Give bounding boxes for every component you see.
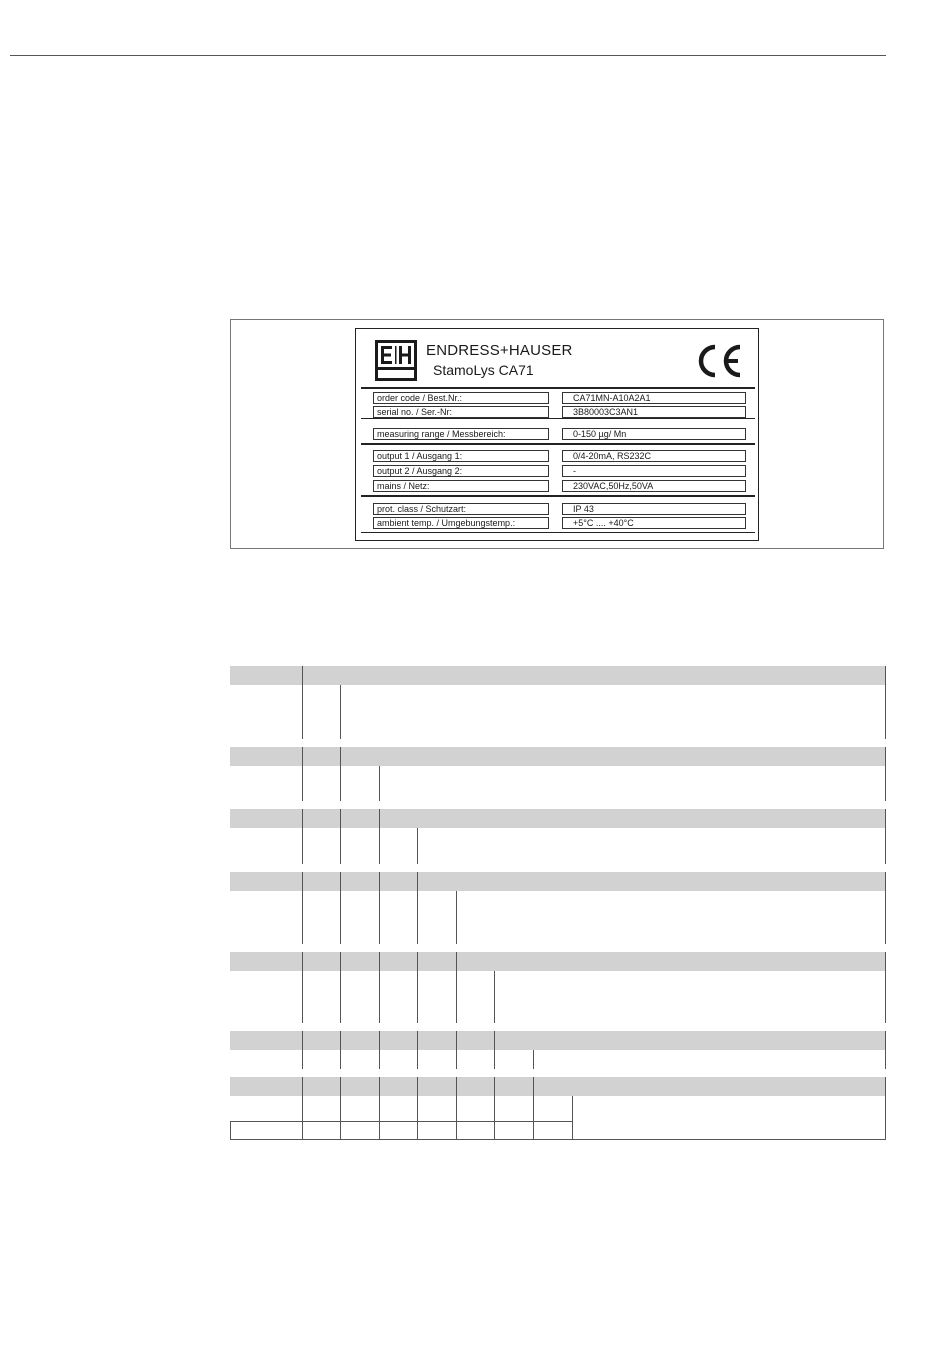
table-rule bbox=[340, 747, 341, 801]
table-rule bbox=[417, 872, 418, 944]
table-rule bbox=[340, 1077, 341, 1140]
prot-class-label: prot. class / Schutzart: bbox=[373, 503, 549, 515]
table-rule bbox=[417, 828, 418, 864]
prot-class-value: IP 43 bbox=[562, 503, 746, 515]
table-rule bbox=[230, 1121, 231, 1140]
table-rule bbox=[230, 1121, 572, 1122]
table-rule bbox=[494, 1031, 495, 1069]
table-rule bbox=[302, 952, 303, 1023]
serial-no-value: 3B80003C3AN1 bbox=[562, 406, 746, 418]
table-rule bbox=[379, 872, 380, 944]
mains-value: 230VAC,50Hz,50VA bbox=[562, 480, 746, 492]
nameplate-separator bbox=[361, 418, 755, 419]
table-band bbox=[230, 952, 886, 971]
table-rule bbox=[494, 971, 495, 1023]
nameplate-separator bbox=[361, 387, 755, 389]
table-rule bbox=[340, 685, 341, 739]
table-rule bbox=[885, 872, 886, 944]
table-rule bbox=[340, 952, 341, 1023]
nameplate-separator bbox=[361, 532, 755, 533]
nameplate-brand: ENDRESS+HAUSER bbox=[426, 342, 573, 359]
serial-no-label: serial no. / Ser.-Nr: bbox=[373, 406, 549, 418]
table-rule bbox=[885, 1031, 886, 1069]
table-rule bbox=[456, 891, 457, 944]
measuring-range-value: 0-150 µg/ Mn bbox=[562, 428, 746, 440]
output-1-value: 0/4-20mA, RS232C bbox=[562, 450, 746, 462]
order-code-value: CA71MN-A10A2A1 bbox=[562, 392, 746, 404]
table-rule bbox=[494, 1077, 495, 1140]
table-band bbox=[230, 1031, 886, 1050]
table-rule bbox=[302, 666, 303, 739]
table-rule bbox=[379, 1031, 380, 1069]
table-rule bbox=[456, 952, 457, 1023]
table-rule bbox=[302, 1031, 303, 1069]
table-rule bbox=[302, 809, 303, 864]
table-rule bbox=[885, 1077, 886, 1140]
nameplate-separator bbox=[361, 495, 755, 497]
table-rule bbox=[302, 872, 303, 944]
table-rule bbox=[302, 747, 303, 801]
nameplate-product: StamoLys CA71 bbox=[433, 362, 534, 378]
table-rule bbox=[379, 1077, 380, 1140]
table-rule bbox=[230, 1139, 886, 1140]
ambient-temp-label: ambient temp. / Umgebungstemp.: bbox=[373, 517, 549, 529]
product-structure-table bbox=[230, 666, 886, 1140]
nameplate-separator bbox=[361, 443, 755, 445]
table-rule bbox=[456, 1077, 457, 1140]
table-rule bbox=[379, 766, 380, 801]
order-code-label: order code / Best.Nr.: bbox=[373, 392, 549, 404]
table-rule bbox=[340, 1031, 341, 1069]
table-rule bbox=[417, 1077, 418, 1140]
table-rule bbox=[533, 1077, 534, 1140]
table-rule bbox=[417, 952, 418, 1023]
output-2-label: output 2 / Ausgang 2: bbox=[373, 465, 549, 477]
table-rule bbox=[572, 1096, 573, 1140]
table-rule bbox=[533, 1050, 534, 1069]
table-rule bbox=[885, 952, 886, 1023]
table-band bbox=[230, 809, 886, 828]
table-rule bbox=[379, 952, 380, 1023]
endress-hauser-logo-icon bbox=[374, 339, 418, 382]
table-band bbox=[230, 747, 886, 766]
table-rule bbox=[379, 809, 380, 864]
table-rule bbox=[885, 747, 886, 801]
table-rule bbox=[885, 666, 886, 739]
measuring-range-label: measuring range / Messbereich: bbox=[373, 428, 549, 440]
table-band bbox=[230, 666, 886, 685]
table-rule bbox=[302, 1077, 303, 1140]
table-band bbox=[230, 1077, 886, 1096]
table-rule bbox=[456, 1031, 457, 1069]
mains-label: mains / Netz: bbox=[373, 480, 549, 492]
ce-mark-icon bbox=[694, 343, 744, 379]
output-1-label: output 1 / Ausgang 1: bbox=[373, 450, 549, 462]
table-rule bbox=[340, 809, 341, 864]
table-rule bbox=[417, 1031, 418, 1069]
nameplate bbox=[355, 328, 759, 541]
ambient-temp-value: +5°C .... +40°C bbox=[562, 517, 746, 529]
output-2-value: - bbox=[562, 465, 746, 477]
header-rule bbox=[10, 55, 886, 56]
table-rule bbox=[340, 872, 341, 944]
table-rule bbox=[885, 809, 886, 864]
table-band bbox=[230, 872, 886, 891]
